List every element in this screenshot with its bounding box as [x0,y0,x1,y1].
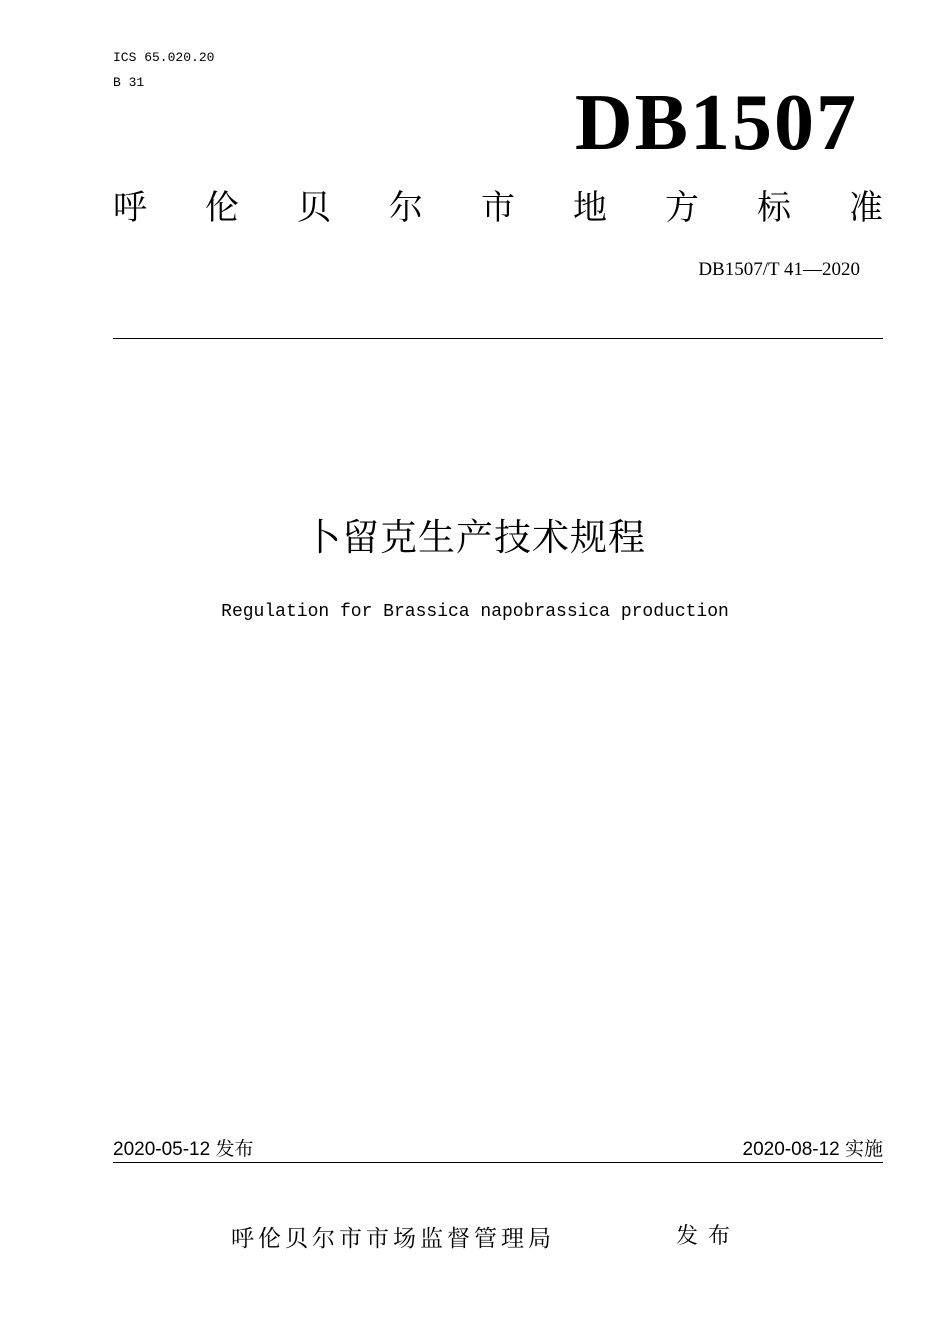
document-title-zh: 卜留克生产技术规程 [304,516,646,559]
publisher-name: 呼伦贝尔市市场监督管理局 [231,1226,555,1252]
standard-type-char: 市 [481,188,515,228]
document-title-en: Regulation for Brassica napobrassica production [221,602,729,622]
standard-code-logo: DB1507 [574,79,858,167]
standard-type-char: 呼 [113,188,147,228]
standard-type-char: 方 [665,188,699,228]
ics-code: ICS 65.020.20 [113,50,215,65]
publish-label: 发布 [676,1224,741,1249]
header-divider [113,338,883,339]
ccs-code: B 31 [113,75,145,90]
implementation-date: 2020-08-12 实施 [742,1139,883,1160]
standard-type-char: 标 [757,188,791,228]
standard-type-char: 伦 [205,188,239,228]
standard-number: DB1507/T 41—2020 [698,259,860,280]
standard-type-char: 贝 [297,188,331,228]
standard-type-char: 尔 [389,188,423,228]
standard-type-char: 准 [849,188,883,228]
standard-type-char: 地 [573,188,607,228]
standard-type-heading [113,186,883,230]
issue-date: 2020-05-12 发布 [113,1139,254,1160]
footer-divider [113,1162,883,1163]
